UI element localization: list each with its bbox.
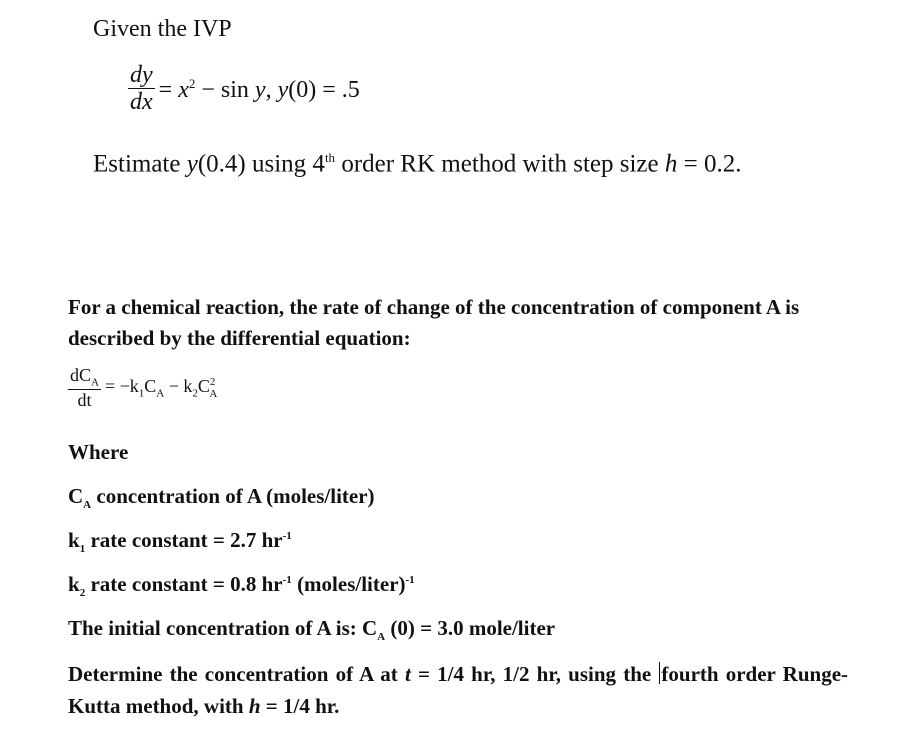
k1-sub: 1 bbox=[138, 387, 145, 400]
dy-dx-fraction bbox=[128, 62, 155, 117]
num-sub-a: A bbox=[91, 376, 99, 389]
initial-pre: The initial concentration of A is: C bbox=[68, 616, 378, 640]
problem2-determine[interactable] bbox=[68, 658, 848, 722]
k2-units-sup: -1 bbox=[405, 574, 415, 586]
ca-symbol: C bbox=[68, 484, 84, 508]
problem1-equation bbox=[128, 62, 360, 117]
equals-sign: = bbox=[158, 76, 179, 103]
task-arg: (0.4) bbox=[197, 150, 246, 178]
where-label: Where bbox=[68, 440, 129, 464]
k2-sub: 2 bbox=[79, 587, 86, 600]
ca-sub: A bbox=[83, 499, 92, 512]
c1: C bbox=[144, 376, 157, 397]
task-th: th bbox=[324, 150, 336, 165]
problem2-intro: For a chemical reaction, the rate of change of the concentration of component A is described by the differential equation: bbox=[68, 295, 800, 350]
task-mid: using 4 bbox=[245, 150, 325, 178]
determine-pre: Determine the concentration of A at bbox=[68, 662, 405, 686]
ca-text: concentration of A (moles/liter) bbox=[91, 484, 375, 508]
var-y: y bbox=[254, 76, 266, 103]
fraction-numerator bbox=[68, 366, 101, 390]
determine-mid: = 1/4 hr, 1/2 hr, using the bbox=[410, 662, 659, 686]
k2-sup: -1 bbox=[282, 574, 292, 586]
fraction-denominator: dx bbox=[130, 89, 153, 116]
determine-after-cursor: fourth order Runge-Kutta method, with bbox=[68, 662, 849, 718]
var-x: x bbox=[178, 76, 189, 103]
initial-condition bbox=[68, 616, 555, 643]
k1-symbol: k bbox=[68, 528, 80, 552]
equation-rhs bbox=[159, 76, 360, 104]
k1-text: rate constant = 2.7 hr bbox=[85, 528, 283, 552]
equation-rhs bbox=[105, 376, 217, 400]
k2-text: rate constant = 0.8 hr bbox=[85, 572, 283, 596]
task-h: h bbox=[664, 150, 678, 178]
num-dc: dC bbox=[70, 365, 92, 385]
task-pre: Estimate bbox=[93, 150, 187, 178]
determine-t: t bbox=[404, 662, 411, 686]
k2-sub: 2 bbox=[192, 387, 198, 400]
initial-value: (0) = .5 bbox=[288, 76, 360, 103]
problem1-heading: Given the IVP bbox=[93, 16, 232, 42]
determine-post: = 1/4 hr. bbox=[260, 694, 340, 718]
task-h-value: = 0.2. bbox=[677, 150, 742, 178]
k1-sub: 1 bbox=[79, 543, 86, 556]
problem2-equation bbox=[68, 366, 217, 410]
task-post: order RK method with step size bbox=[335, 150, 665, 178]
exponent-2: 2 bbox=[188, 75, 196, 91]
initial-post: (0) = 3.0 mole/liter bbox=[385, 616, 556, 640]
fraction-numerator: dy bbox=[130, 62, 153, 88]
determine-h: h bbox=[248, 694, 261, 718]
definition-k2 bbox=[68, 572, 415, 599]
definition-k1 bbox=[68, 528, 292, 555]
c2: C bbox=[197, 376, 210, 397]
dca-dt-fraction bbox=[68, 366, 101, 410]
definition-ca bbox=[68, 484, 375, 511]
problem1-task bbox=[93, 150, 741, 178]
comma: , bbox=[265, 76, 278, 103]
eq-minus-k: = −k bbox=[104, 376, 139, 397]
c1-sub: A bbox=[156, 387, 165, 400]
k1-sup: -1 bbox=[282, 530, 292, 542]
task-y: y bbox=[186, 150, 198, 178]
c2-sub: A bbox=[209, 387, 218, 400]
minus-k: − k bbox=[164, 376, 193, 397]
k2-symbol: k bbox=[68, 572, 80, 596]
initial-y: y bbox=[277, 76, 289, 103]
c2-sup: 2 bbox=[209, 376, 216, 389]
fraction-denominator: dt bbox=[77, 389, 92, 410]
k2-units: (moles/liter) bbox=[291, 572, 406, 596]
minus-sin: − sin bbox=[195, 76, 255, 103]
initial-sub: A bbox=[377, 631, 386, 644]
